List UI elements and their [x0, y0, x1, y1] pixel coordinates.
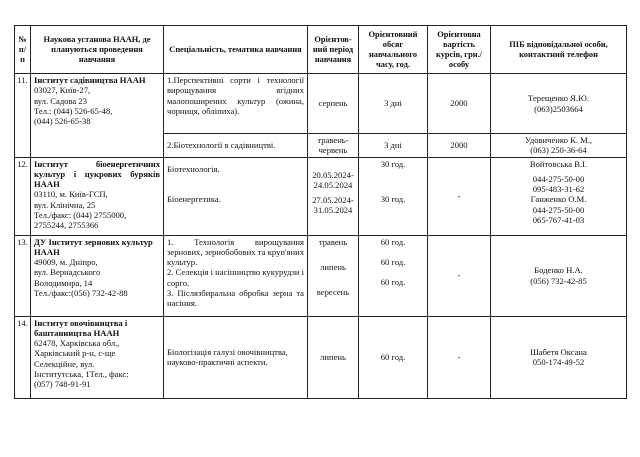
contact-cell: [491, 157, 627, 235]
contact-phone: (056) 732-42-85: [530, 275, 587, 286]
volume-item: 30 год.: [380, 158, 406, 169]
period-item: 20.05.2024-24.05.2024: [312, 169, 354, 190]
institution-address: вул. Вернадського: [34, 267, 101, 278]
specialty-cell: Біологізація галузі овочівництва, науково-практичні аспекти.: [164, 316, 308, 398]
period-cell: серпень: [308, 74, 359, 134]
cost-cell: -: [428, 235, 491, 316]
institution-phone: (044) 526-65-38: [34, 116, 91, 127]
header-institution: Наукова установа НААН, де плануються проведення навчання: [31, 26, 164, 74]
institution-name: Інститут овочівництва і баштанництва НААН: [34, 317, 128, 338]
institution-name: Інститут садівництва НААН: [34, 75, 146, 85]
specialty-item: Біоенергетика.: [167, 193, 221, 204]
period-cell: [308, 157, 359, 235]
institution-phone: Тел.: (044) 526-65-48,: [34, 105, 113, 116]
contact-name: Боденко Н.А.: [534, 265, 583, 276]
contact-name: Ганженко О.М.: [530, 194, 587, 205]
contact-cell: [491, 316, 627, 398]
specialty-cell: 2.Біотехнології в садівництві.: [164, 134, 308, 158]
institution-cell: [31, 157, 164, 235]
table-row: [15, 157, 627, 235]
row-number: 11.: [15, 74, 31, 158]
institution-address: 03110, м. Київ-ГСП,: [34, 189, 108, 200]
volume-item: 60 год.: [380, 277, 406, 288]
period-item: липень: [320, 261, 346, 272]
contact-phone: 065-767-41-03: [532, 215, 585, 226]
institution-address: Харківський р-н, с-ще: [34, 348, 116, 359]
contact-name: Шабетя Оксана: [530, 346, 587, 357]
institution-address: 62478, Харківська обл.,: [34, 338, 120, 349]
institution-phone: (057) 748-91-91: [34, 379, 91, 390]
cost-cell: 2000: [428, 74, 491, 134]
contact-name: Войтовська В.І.: [529, 158, 588, 169]
volume-cell: [359, 157, 428, 235]
row-number: 12.: [15, 157, 31, 235]
volume-cell: 3 дні: [359, 74, 428, 134]
contact-cell: [491, 74, 627, 134]
institution-address: 03027, Київ-27,: [34, 85, 91, 96]
specialty-item: 1. Технологія вирощування зернових, зернобобових та круп'яних культур.: [167, 236, 304, 268]
contact-name: Удовиченко К. М.,: [524, 135, 593, 145]
cost-cell: -: [428, 316, 491, 398]
institution-address: Інститутська, 1Тел., факс:: [34, 369, 129, 380]
institution-address: Селекційне, вул.: [34, 358, 95, 369]
row-number: 13.: [15, 235, 31, 316]
contact-cell: [491, 235, 627, 316]
contact-phone: 044-275-50-00: [532, 204, 585, 215]
period-cell: [308, 134, 359, 158]
contact-phone: (063) 250-36-64: [530, 145, 587, 156]
institution-address: 49009, м. Дніпро,: [34, 257, 98, 268]
volume-cell: [359, 235, 428, 316]
volume-cell: 60 год.: [359, 316, 428, 398]
header-num: № п/п: [15, 26, 31, 74]
period-item: 27.05.2024-31.05.2024: [312, 195, 354, 216]
period-cell: [308, 235, 359, 316]
period-start: травень-: [317, 135, 349, 145]
header-cost: Орієнтовна вартість курсів, грн./особу: [428, 26, 491, 74]
institution-phone: 2755244, 2755366: [34, 220, 99, 231]
specialty-item: 2. Селекція і насінництво кукурудзи і сорго.: [167, 267, 305, 288]
document-page: [14, 25, 626, 399]
header-contact: ПІБ відповідальної особи, контактний телефон: [491, 26, 627, 74]
institution-name: ДУ Інститут зернових культур НААН: [34, 236, 153, 257]
institution-phone: Тел./факс: (044) 2755000,: [34, 210, 127, 221]
table-row: [15, 316, 627, 398]
period-end: червень: [318, 145, 348, 156]
table-row: [15, 235, 627, 316]
volume-cell: 3 дні: [359, 134, 428, 158]
specialty-cell: [164, 235, 308, 316]
table-row: [15, 74, 627, 134]
header-volume: Орієнтовний обсяг навчального часу, год.: [359, 26, 428, 74]
table-header-row: [15, 26, 627, 74]
institution-cell: [31, 235, 164, 316]
volume-item: 60 год.: [380, 236, 406, 247]
contact-phone: 050-174-49-52: [532, 357, 585, 368]
courses-table: [14, 25, 627, 399]
period-cell: липень: [308, 316, 359, 398]
header-period: Орієнтов-ний період навчання: [308, 26, 359, 74]
contact-phone: (063)2503664: [534, 103, 583, 114]
header-specialty: Спеціальність, тематика навчання: [164, 26, 308, 74]
period-item: травень: [318, 236, 348, 247]
specialty-cell: [164, 157, 308, 235]
institution-address: вул. Клінічна, 25: [34, 199, 96, 210]
contact-phone: 044-275-50-00: [532, 173, 585, 184]
cost-cell: 2000: [428, 134, 491, 158]
volume-item: 30 год.: [380, 193, 406, 204]
institution-cell: [31, 316, 164, 398]
volume-item: 60 год.: [380, 256, 406, 267]
institution-phone: Тел./факс:(056) 732-42-88: [34, 288, 128, 299]
period-item: вересень: [316, 287, 350, 298]
specialty-item: Біотехнологія.: [167, 163, 220, 174]
institution-address: вул. Садова 23: [34, 95, 87, 106]
contact-name: Терещенко Я.Ю.: [528, 93, 589, 104]
cost-cell: -: [428, 157, 491, 235]
institution-name: Інститут біоенергетичних культур і цукрових буряків НААН: [34, 158, 160, 190]
contact-cell: [491, 134, 627, 158]
specialty-cell: 1.Перспективні сорти і технології вирощування ягідних малопоширених культур (ожина, чорниця, обліпиха).: [164, 74, 308, 134]
institution-address: Володимира, 14: [34, 277, 93, 288]
specialty-item: 3. Післязбиральна обробка зерна та насіння.: [167, 288, 304, 309]
institution-cell: [31, 74, 164, 158]
row-number: 14.: [15, 316, 31, 398]
contact-phone: 095-483-31-62: [532, 184, 585, 195]
